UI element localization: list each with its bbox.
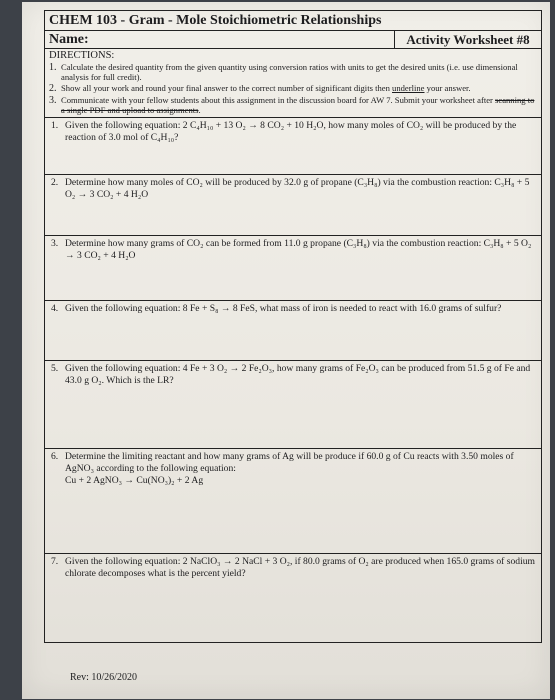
worksheet-title: CHEM 103 - Gram - Mole Stoichiometric Relationships (45, 11, 541, 31)
direction-text-part: Show all your work and round your final answer to the correct number of significant digits then (61, 83, 393, 93)
name-label: Name: (45, 31, 395, 48)
question-text-part: Determine the limiting reactant and how many grams of Ag will be produce if 60.0 g of Cu reacts with 3.50 moles of AgNO₃ according to the following equation: (65, 451, 514, 474)
worksheet-table (44, 10, 542, 643)
question-text: Given the following equation: 4 Fe + 3 O₂ → 2 Fe₂O₃, how many grams of Fe₂O₃ can be produced from 51.5 g of Fe and 43.0 g O₂. Which is the LR? (65, 363, 531, 386)
question-box[interactable] (45, 175, 541, 236)
direction-text: Calculate the desired quantity from the given quantity using conversion ratios with units to get the desired units (i.e. use dimensional analysis for full credit). (61, 62, 518, 82)
name-row (45, 31, 541, 49)
question-text: Given the following equation: 8 Fe + S₈ → 8 FeS, what mass of iron is needed to react with 16.0 grams of sulfur? (65, 303, 502, 314)
direction-struck-text: scanning to a single PDF and upload to assignments (61, 95, 535, 115)
question-number: 1. (51, 120, 59, 131)
activity-label: Activity Worksheet #8 (406, 32, 530, 47)
direction-text-part: your answer. (424, 83, 471, 93)
question-text: Given the following equation: 2 NaClO₃ → 2 NaCl + 3 O₂, if 80.0 grams of O₂ are produced when 165.0 grams of sodium chlorate decomposes what is the percent yield? (65, 556, 536, 579)
question-number: 6. (51, 451, 59, 462)
direction-item (49, 62, 537, 82)
question-text (65, 451, 535, 487)
question-text: Determine how many moles of CO₂ will be produced by 32.0 g of propane (C₃H₈) via the combustion reaction: C₃H₈ + 5 O₂ → 3 CO₂ + 4 H₂O (65, 177, 530, 200)
direction-number: 1. (49, 62, 57, 73)
question-equation: Cu + 2 AgNO₃ → Cu(NO₃)₂ + 2 Ag (65, 475, 204, 486)
question-box[interactable] (45, 118, 541, 175)
question-text: Determine how many grams of CO₂ can be formed from 11.0 g propane (C₃H₈) via the combustion reaction: C₃H₈ + 5 O₂ → 3 CO₂ + 4 H₂O (65, 238, 532, 261)
direction-underlined-word: underline (392, 83, 425, 93)
question-number: 5. (51, 363, 59, 374)
question-number: 3. (51, 238, 59, 249)
question-box[interactable] (45, 554, 541, 642)
question-box[interactable] (45, 361, 541, 449)
question-number: 4. (51, 303, 59, 314)
question-text: Given the following equation: 2 C₄H₁₀ + 13 O₂ → 8 CO₂ + 10 H₂O, how many moles of CO₂ will be produced by the reaction of 3.0 mol of C₄H₁₀? (65, 120, 517, 143)
direction-text (61, 83, 537, 94)
direction-item (49, 83, 537, 94)
question-number: 7. (51, 556, 59, 567)
direction-text-part: Communicate with your fellow students about this assignment in the discussion board for AW 7. Submit your worksheet after (61, 95, 496, 105)
question-number: 2. (51, 177, 59, 188)
direction-number: 2. (49, 83, 57, 94)
direction-item (49, 95, 537, 115)
direction-text-part: . (198, 105, 201, 115)
direction-text (61, 95, 537, 115)
question-box[interactable] (45, 236, 541, 301)
question-box[interactable] (45, 449, 541, 554)
directions-block (45, 49, 541, 118)
revision-date: Rev: 10/26/2020 (70, 672, 137, 683)
direction-number: 3. (49, 95, 57, 106)
question-box[interactable] (45, 301, 541, 361)
directions-heading: DIRECTIONS: (49, 50, 115, 61)
